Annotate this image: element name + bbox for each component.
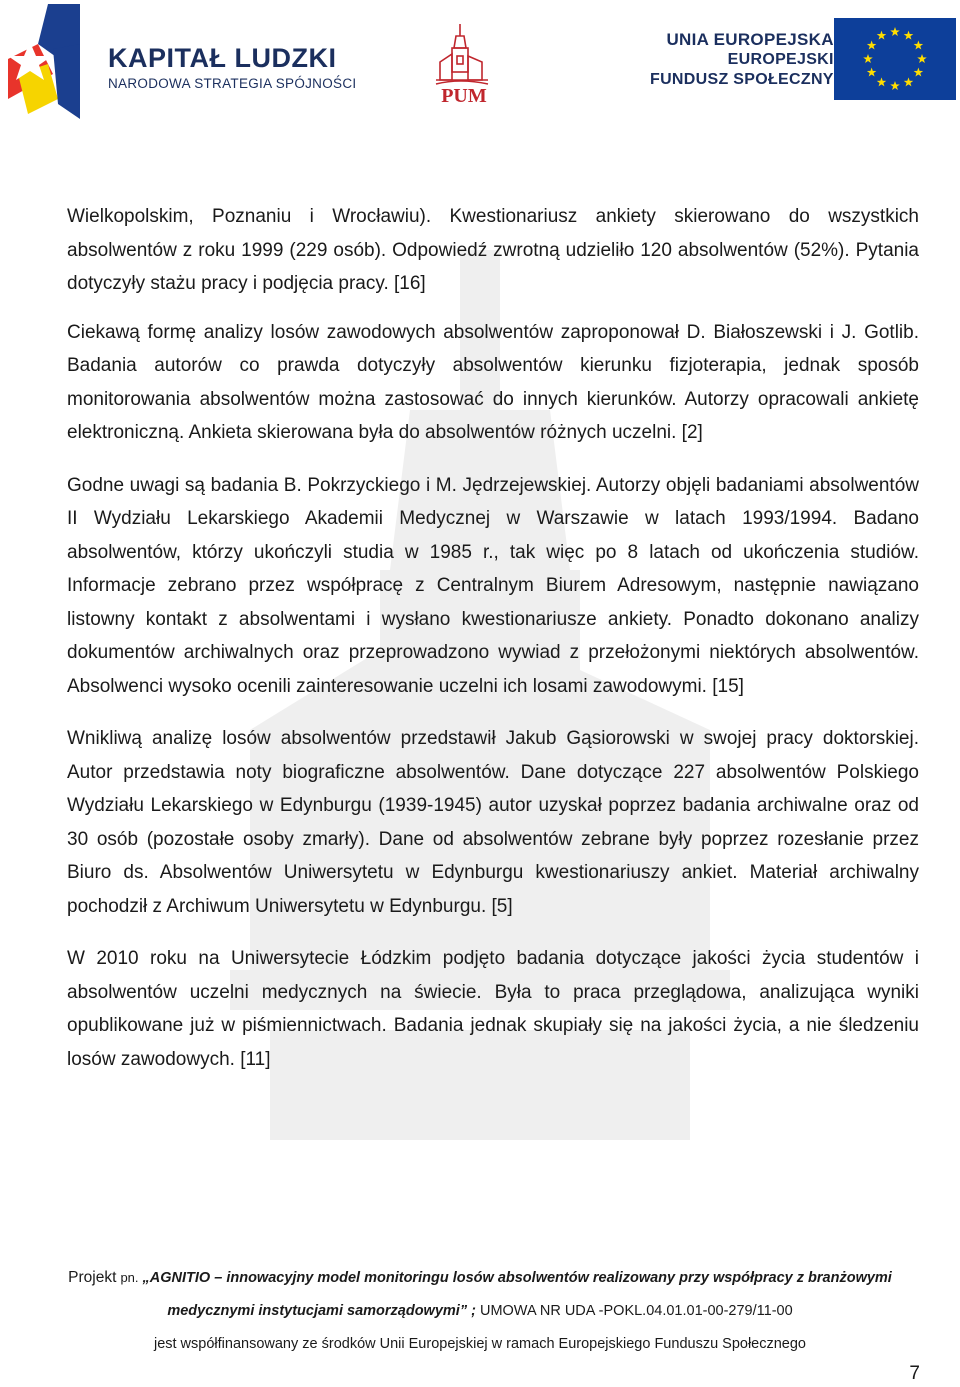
footer-line-1	[0, 1266, 960, 1290]
paragraph-4: Wnikliwą analizę losów absolwentów przedstawił Jakub Gąsiorowski w swojej pracy doktorskiej. Autor przedstawia noty biograficzne absolwentów. Dane dotyczące 227 absolwentów Polskiego Wydziału Lekarskiego w Edynburgu (1939-1945) autor uzyskał poprzez badania archiwalne oraz od 30 osób (pozostałe osoby zmarły). Dane od absolwentów zebrane były poprzez rozesłanie przez Biuro ds. Absolwentów Uniwersytetu w Edynburgu kwestionariuszy ankiet. Materiał archiwalny pochodził z Archiwum Uniwersytetu w Edynburgu. [5]	[67, 728, 919, 917]
kapital-ludzki-wordmark	[108, 44, 356, 91]
kapital-ludzki-logo-icon	[8, 4, 80, 119]
eu-flag-icon	[834, 18, 956, 100]
ue-line-2: EUROPEJSKI	[727, 51, 834, 68]
page-header	[0, 0, 960, 130]
footer-title-part2: medycznymi instytucjami samorządowymi” ;	[167, 1303, 476, 1319]
footer-title-part1: „AGNITIO – innowacyjny model monitoringu losów absolwentów realizowany przy współpracy z branżowymi	[142, 1270, 892, 1286]
ue-line-1: UNIA EUROPEJSKA	[666, 30, 834, 49]
footer-projekt: Projekt	[68, 1269, 117, 1286]
paragraph-2: Ciekawą formę analizy losów zawodowych absolwentów zaproponował D. Białoszewski i J. Gotlib. Badania autorów co prawda dotyczyły absolwentów kierunku fizjoterapia, jednak sposób monitorowania absolwentów można zastosować do innych kierunków. Autorzy opracowali ankietę elektroniczną. Ankieta skierowana była do absolwentów różnych uczelni. [2]	[67, 321, 919, 443]
paragraph-1: Wielkopolskim, Poznaniu i Wrocławiu). Kwestionariusz ankiety skierowano do wszystkich absolwentów z roku 1999 (229 osób). Odpowiedź zwrotną udzieliło 120 absolwentów (52%). Pytania dotyczyły stażu pracy i podjęcia pracy. [16]	[67, 206, 919, 294]
kl-title: KAPITAŁ LUDZKI	[108, 43, 337, 73]
pum-logo-icon	[430, 22, 498, 106]
page-number: 7	[909, 1363, 920, 1384]
svg-text:PUM: PUM	[441, 85, 487, 106]
paragraph-5: W 2010 roku na Uniwersytecie Łódzkim podjęto badania dotyczące jakości życia studentów i absolwentów uczelni medycznych na świecie. Była to praca przeglądowa, analizująca wyniki opublikowane już w piśmiennictwach. Badania jednak skupiały się na jakości życia, a nie śledzeniu losów zawodowych. [11]	[67, 948, 919, 1070]
footer-pn: pn.	[120, 1270, 139, 1285]
kl-subtitle: NARODOWA STRATEGIA SPÓJNOŚCI	[108, 76, 357, 91]
footer-line-2	[0, 1299, 960, 1323]
page-footer	[0, 1266, 960, 1356]
document-body	[67, 200, 919, 1095]
footer-line-3: jest współfinansowany ze środków Unii Europejskiej w ramach Europejskiego Funduszu Społecznego	[153, 1336, 807, 1352]
paragraph-3: Godne uwagi są badania B. Pokrzyckiego i M. Jędrzejewskiej. Autorzy objęli badaniami absolwentów II Wydziału Lekarskiego Akademii Medycznej w Warszawie w latach 1993/1994. Badano absolwentów, którzy ukończyli studia w 1985 r., tak więc po 8 latach od ukończenia studiów. Informacje zebrano przez współpracę z Centralnym Biurem Adresowym, następnie nawiązano listowny kontakt z absolwentami i wysłano kwestionariusze ankiety. Ponadto dokonano analizy dokumentów archiwalnych oraz przeprowadzono wywiad z przełożonymi niektórych absolwentów. Absolwenci wysoko ocenili zainteresowanie uczelni ich losami zawodowymi. [15]	[67, 474, 919, 697]
footer-umowa: UMOWA NR UDA -POKL.04.01.01-00-279/11-00	[479, 1303, 793, 1319]
ue-line-3: FUNDUSZ SPOŁECZNY	[650, 71, 834, 88]
ue-wordmark	[650, 30, 834, 90]
